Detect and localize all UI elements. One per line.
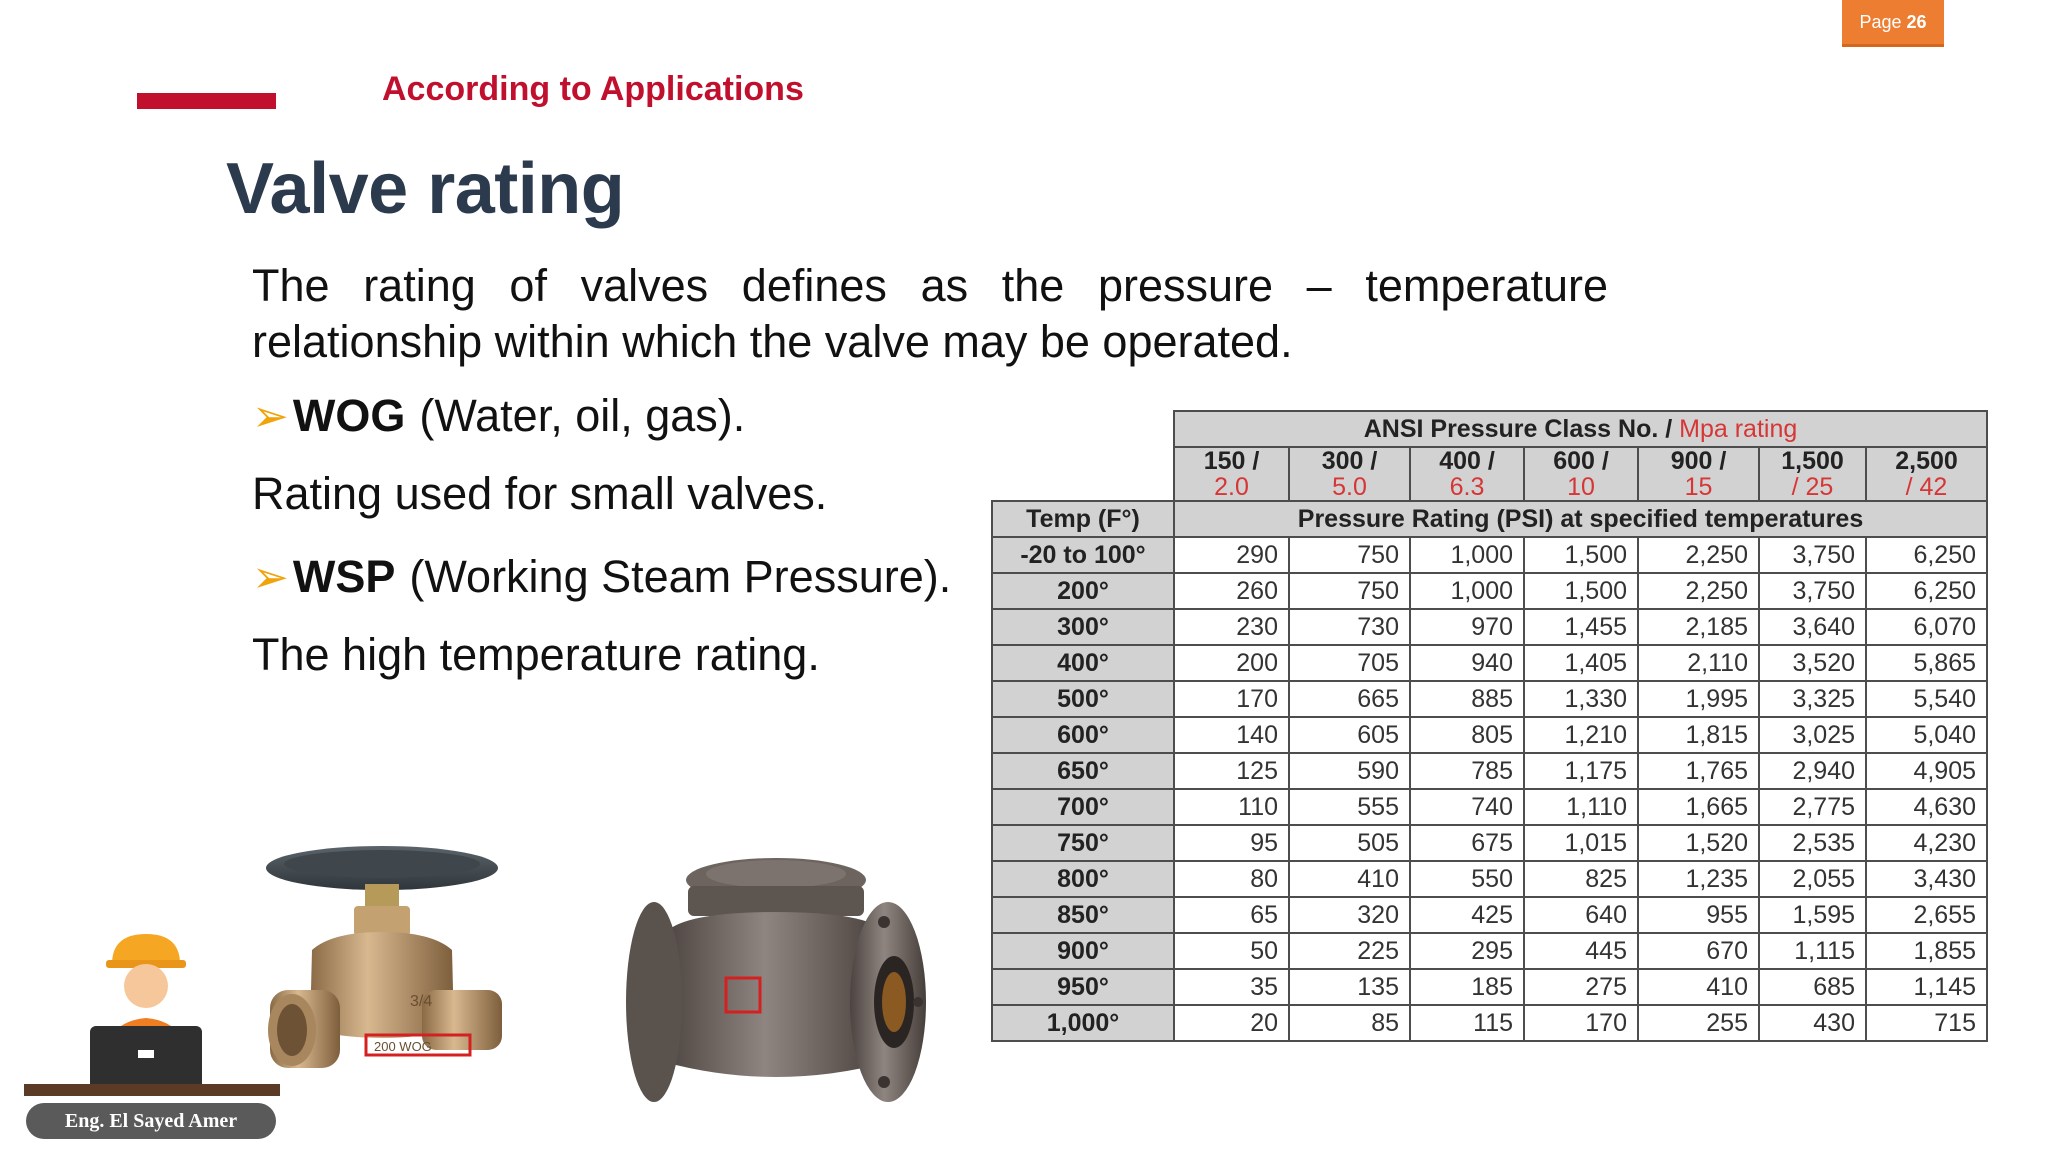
pressure-cell: 1,405 <box>1524 645 1638 681</box>
check-valve-image <box>626 852 926 1114</box>
pressure-cell: 685 <box>1759 969 1866 1005</box>
pressure-cell: 705 <box>1289 645 1410 681</box>
table-row <box>992 969 1987 1005</box>
pressure-cell: 320 <box>1289 897 1410 933</box>
class-mpa: 10 <box>1567 473 1595 501</box>
pressure-cell: 3,750 <box>1759 537 1866 573</box>
pressure-cell: 640 <box>1524 897 1638 933</box>
class-psi: 2,500 <box>1895 447 1958 475</box>
pressure-cell: 555 <box>1289 789 1410 825</box>
bullet-term: WSP <box>292 551 396 602</box>
temp-cell: 900° <box>992 933 1174 969</box>
pressure-cell: 2,940 <box>1759 753 1866 789</box>
arrow-bullet-icon: ➢ <box>252 552 289 602</box>
table-row <box>992 861 1987 897</box>
pressure-cell: 170 <box>1174 681 1289 717</box>
table-title-main: ANSI Pressure Class No. / <box>1363 414 1673 443</box>
pressure-cell: 275 <box>1524 969 1638 1005</box>
temp-cell: 600° <box>992 717 1174 753</box>
pressure-cell: 740 <box>1410 789 1524 825</box>
pressure-cell: 1,110 <box>1524 789 1638 825</box>
temp-cell: 700° <box>992 789 1174 825</box>
table-row <box>992 681 1987 717</box>
table-row <box>992 609 1987 645</box>
class-header <box>1638 447 1759 501</box>
table-row <box>992 537 1987 573</box>
pressure-cell: 35 <box>1174 969 1289 1005</box>
pressure-cell: 2,185 <box>1638 609 1759 645</box>
pressure-cell: 1,000 <box>1410 573 1524 609</box>
pressure-cell: 410 <box>1638 969 1759 1005</box>
pressure-cell: 675 <box>1410 825 1524 861</box>
pressure-cell: 85 <box>1289 1005 1410 1041</box>
temp-column-header: Temp (F°) <box>992 501 1174 537</box>
pressure-cell: 1,015 <box>1524 825 1638 861</box>
pressure-cell: 2,110 <box>1638 645 1759 681</box>
class-psi: 900 / <box>1670 447 1727 475</box>
bullet-description: Rating used for small valves. <box>252 468 828 519</box>
table-title-red: Mpa rating <box>1679 414 1798 443</box>
class-header <box>1759 447 1866 501</box>
pressure-cell: 260 <box>1174 573 1289 609</box>
bullet-wog <box>252 390 745 442</box>
table-row <box>992 753 1987 789</box>
temp-cell: 400° <box>992 645 1174 681</box>
pressure-cell: 1,145 <box>1866 969 1987 1005</box>
pressure-cell: 1,520 <box>1638 825 1759 861</box>
author-badge: Eng. El Sayed Amer <box>26 1103 276 1139</box>
temp-cell: 500° <box>992 681 1174 717</box>
pressure-cell: 605 <box>1289 717 1410 753</box>
bullet-description: The high temperature rating. <box>252 629 820 680</box>
pressure-cell: 825 <box>1524 861 1638 897</box>
pressure-rating-table <box>991 410 1988 1042</box>
class-mpa: 5.0 <box>1332 473 1367 501</box>
bullet-text: (Water, oil, gas). <box>419 390 746 441</box>
table-row <box>992 1005 1987 1041</box>
pressure-cell: 6,250 <box>1866 573 1987 609</box>
pressure-cell: 970 <box>1410 609 1524 645</box>
table-row <box>992 825 1987 861</box>
temp-cell: 1,000° <box>992 1005 1174 1041</box>
pressure-cell: 805 <box>1410 717 1524 753</box>
pressure-cell: 65 <box>1174 897 1289 933</box>
pressure-cell: 1,235 <box>1638 861 1759 897</box>
temp-cell: 850° <box>992 897 1174 933</box>
pressure-cell: 1,815 <box>1638 717 1759 753</box>
pressure-cell: 885 <box>1410 681 1524 717</box>
intro-paragraph: The rating of valves defines as the pressure – temperature relationship within which the valve may be operated. <box>252 260 1608 367</box>
pressure-cell: 295 <box>1410 933 1524 969</box>
engineer-illustration <box>24 930 280 1100</box>
pressure-cell: 430 <box>1759 1005 1866 1041</box>
class-psi: 1,500 <box>1781 447 1844 475</box>
pressure-cell: 590 <box>1289 753 1410 789</box>
pressure-cell: 715 <box>1866 1005 1987 1041</box>
pressure-cell: 1,000 <box>1410 537 1524 573</box>
pressure-cell: 445 <box>1524 933 1638 969</box>
pressure-cell: 6,070 <box>1866 609 1987 645</box>
slide-title: Valve rating <box>226 149 625 229</box>
pressure-cell: 1,500 <box>1524 537 1638 573</box>
pressure-cell: 940 <box>1410 645 1524 681</box>
pressure-cell: 225 <box>1289 933 1410 969</box>
pressure-cell: 1,995 <box>1638 681 1759 717</box>
pressure-cell: 665 <box>1289 681 1410 717</box>
class-header <box>1289 447 1410 501</box>
pressure-cell: 3,325 <box>1759 681 1866 717</box>
pressure-cell: 730 <box>1289 609 1410 645</box>
pressure-cell: 255 <box>1638 1005 1759 1041</box>
pressure-cell: 50 <box>1174 933 1289 969</box>
pressure-cell: 5,040 <box>1866 717 1987 753</box>
pressure-cell: 3,520 <box>1759 645 1866 681</box>
pressure-cell: 1,210 <box>1524 717 1638 753</box>
temp-cell: 200° <box>992 573 1174 609</box>
section-heading: According to Applications <box>382 70 804 108</box>
class-header <box>1410 447 1524 501</box>
bullet-text: (Working Steam Pressure). <box>409 551 952 602</box>
pressure-cell: 425 <box>1410 897 1524 933</box>
temp-cell: 950° <box>992 969 1174 1005</box>
temp-cell: 800° <box>992 861 1174 897</box>
pressure-cell: 1,455 <box>1524 609 1638 645</box>
pressure-cell: 200 <box>1174 645 1289 681</box>
pressure-cell: 1,115 <box>1759 933 1866 969</box>
temp-cell: -20 to 100° <box>992 537 1174 573</box>
temp-cell: 650° <box>992 753 1174 789</box>
pressure-cell: 1,665 <box>1638 789 1759 825</box>
pressure-cell: 4,230 <box>1866 825 1987 861</box>
table-row <box>992 645 1987 681</box>
class-mpa: 15 <box>1684 473 1713 501</box>
pressure-cell: 135 <box>1289 969 1410 1005</box>
pressure-cell: 4,905 <box>1866 753 1987 789</box>
class-psi: 300 / <box>1321 447 1378 475</box>
temp-cell: 300° <box>992 609 1174 645</box>
pressure-cell: 125 <box>1174 753 1289 789</box>
pressure-cell: 170 <box>1524 1005 1638 1041</box>
pressure-cell: 2,775 <box>1759 789 1866 825</box>
pressure-cell: 5,540 <box>1866 681 1987 717</box>
class-mpa: 2.0 <box>1214 473 1249 501</box>
pressure-cell: 140 <box>1174 717 1289 753</box>
valve-size-mark: 3/4 <box>410 993 433 1010</box>
pressure-cell: 1,595 <box>1759 897 1866 933</box>
pressure-cell: 185 <box>1410 969 1524 1005</box>
pressure-cell: 2,655 <box>1866 897 1987 933</box>
pressure-cell: 110 <box>1174 789 1289 825</box>
class-psi: 150 / <box>1203 447 1260 475</box>
pressure-cell: 230 <box>1174 609 1289 645</box>
table-body <box>992 537 1987 1041</box>
table-row <box>992 897 1987 933</box>
table-row <box>992 933 1987 969</box>
table-row <box>992 573 1987 609</box>
class-mpa: / 25 <box>1791 473 1834 501</box>
pressure-cell: 955 <box>1638 897 1759 933</box>
pressure-cell: 670 <box>1638 933 1759 969</box>
class-mpa: / 42 <box>1905 473 1948 501</box>
accent-bar <box>137 93 276 109</box>
pressure-cell: 3,430 <box>1866 861 1987 897</box>
pressure-cell: 95 <box>1174 825 1289 861</box>
pressure-cell: 290 <box>1174 537 1289 573</box>
page-number: 26 <box>1906 11 1927 32</box>
pressure-cell: 2,535 <box>1759 825 1866 861</box>
bullet-term: WOG <box>292 390 406 441</box>
gate-valve-image <box>262 840 512 1078</box>
pressure-cell: 2,250 <box>1638 573 1759 609</box>
table-row <box>992 717 1987 753</box>
pressure-cell: 3,750 <box>1759 573 1866 609</box>
pressure-cell: 1,765 <box>1638 753 1759 789</box>
pressure-cell: 750 <box>1289 537 1410 573</box>
pressure-cell: 1,330 <box>1524 681 1638 717</box>
pressure-cell: 1,175 <box>1524 753 1638 789</box>
pressure-cell: 505 <box>1289 825 1410 861</box>
temp-cell: 750° <box>992 825 1174 861</box>
pressure-cell: 3,025 <box>1759 717 1866 753</box>
page-number-tag <box>1842 0 1944 47</box>
pressure-cell: 410 <box>1289 861 1410 897</box>
bullet-wsp <box>252 551 951 603</box>
pressure-cell: 1,855 <box>1866 933 1987 969</box>
pressure-cell: 550 <box>1410 861 1524 897</box>
pressure-cell: 750 <box>1289 573 1410 609</box>
pressure-cell: 4,630 <box>1866 789 1987 825</box>
class-mpa: 6.3 <box>1449 473 1485 501</box>
pressure-cell: 2,055 <box>1759 861 1866 897</box>
rating-header: Pressure Rating (PSI) at specified temperatures <box>1174 501 1987 537</box>
pressure-cell: 2,250 <box>1638 537 1759 573</box>
arrow-bullet-icon: ➢ <box>252 391 289 441</box>
class-psi: 400 / <box>1439 447 1495 475</box>
pressure-cell: 5,865 <box>1866 645 1987 681</box>
pressure-cell: 6,250 <box>1866 537 1987 573</box>
pressure-cell: 785 <box>1410 753 1524 789</box>
table-row <box>992 789 1987 825</box>
class-header <box>1174 447 1289 501</box>
pressure-cell: 3,640 <box>1759 609 1866 645</box>
pressure-cell: 20 <box>1174 1005 1289 1041</box>
pressure-cell: 1,500 <box>1524 573 1638 609</box>
valve-rating-mark: 200 WOG <box>374 1039 432 1054</box>
pressure-cell: 80 <box>1174 861 1289 897</box>
class-header <box>1866 447 1987 501</box>
page-label: Page <box>1859 11 1902 32</box>
class-psi: 600 / <box>1553 447 1609 475</box>
class-header <box>1524 447 1638 501</box>
pressure-cell: 115 <box>1410 1005 1524 1041</box>
table-title <box>1174 411 1987 447</box>
